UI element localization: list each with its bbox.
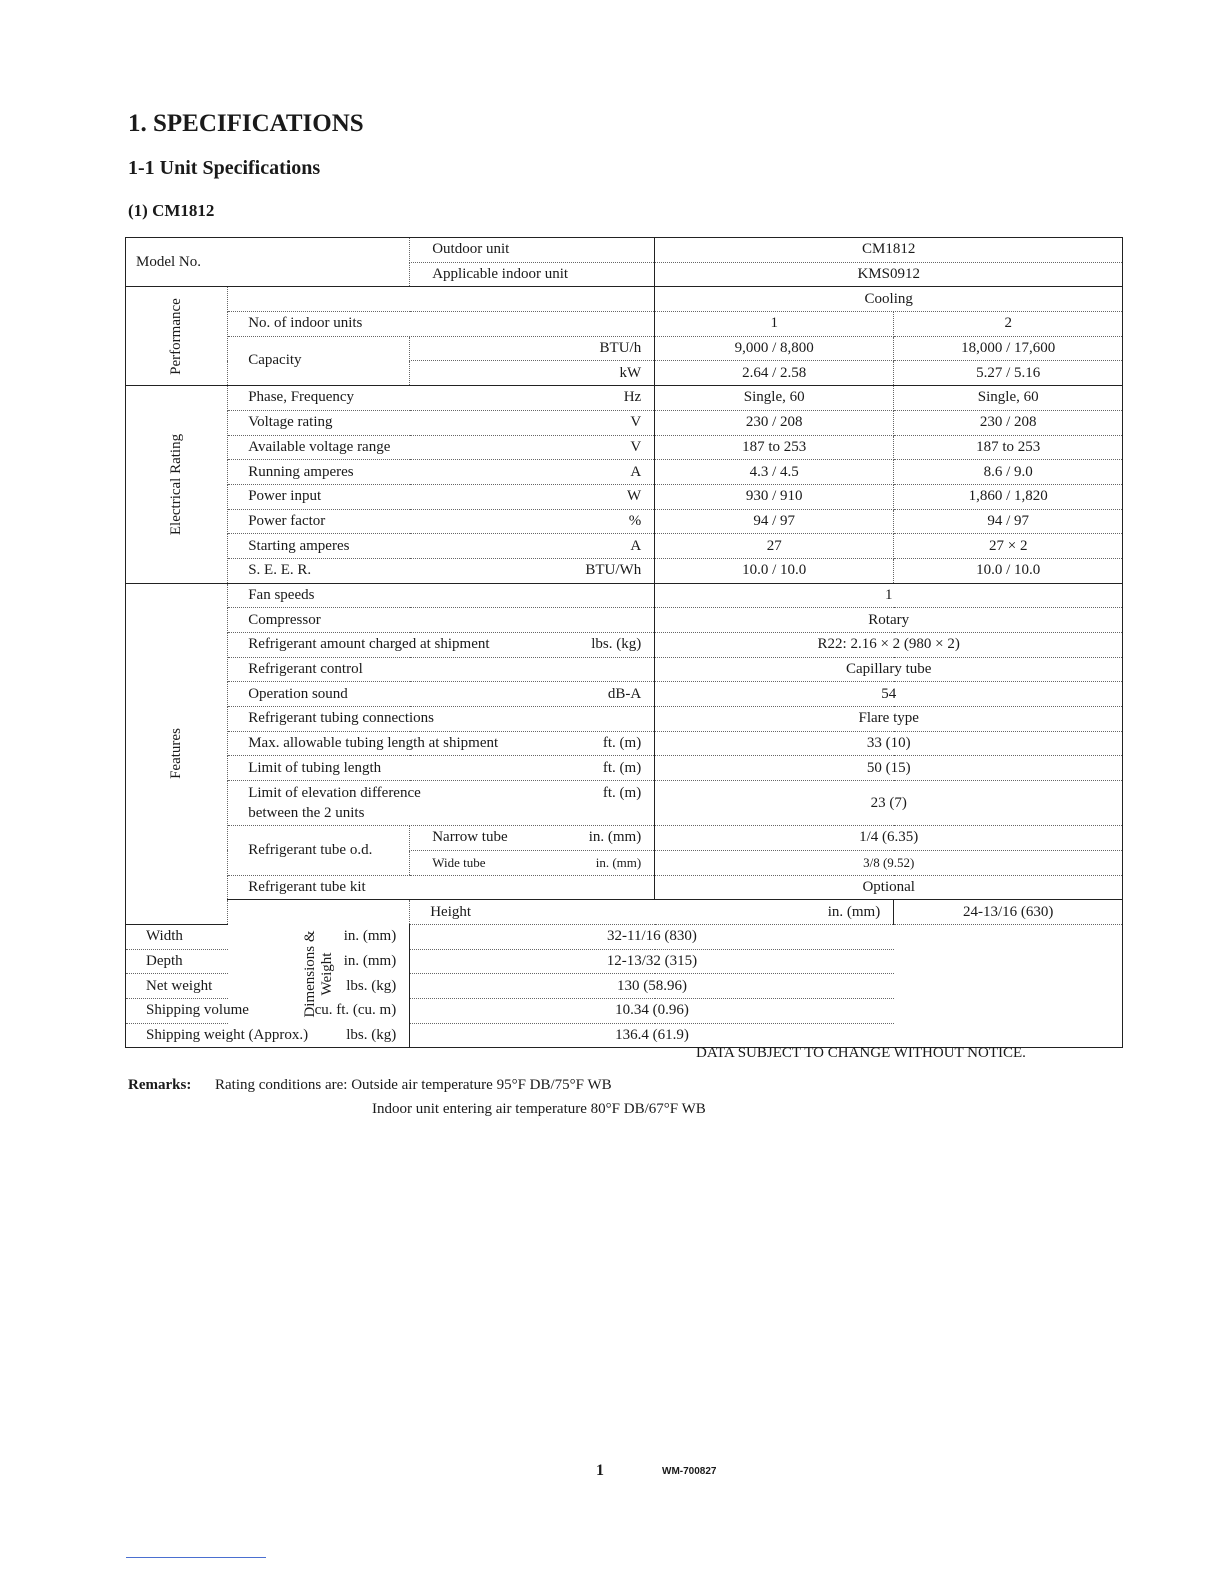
model-label: Model No. <box>126 238 410 287</box>
dimension-label: Depth in. (mm) <box>126 949 410 974</box>
electrical-unit: A <box>630 463 642 480</box>
dimension-label: Height in. (mm) <box>410 900 894 925</box>
dimension-label: Width in. (mm) <box>126 924 410 949</box>
electrical-v1: 10.0 / 10.0 <box>655 558 894 583</box>
spec-table <box>125 237 1123 1048</box>
electrical-row <box>126 509 1123 534</box>
narrow-tube-value: 1/4 (6.35) <box>655 826 1123 851</box>
narrow-tube-unit: in. (mm) <box>588 829 642 846</box>
feature-row <box>126 756 1123 781</box>
electrical-v2: 230 / 208 <box>894 410 1123 435</box>
feature-unit: lbs. (kg) <box>591 636 642 653</box>
feature-unit: ft. (m) <box>602 759 642 776</box>
electrical-label: V Available voltage range <box>228 435 655 460</box>
feature-row <box>126 731 1123 756</box>
feature-value: Rotary <box>655 608 1123 633</box>
page-number: 1 <box>596 1462 604 1479</box>
remarks-label: Remarks: <box>128 1077 192 1093</box>
feature-value: Capillary tube <box>655 657 1123 682</box>
section-heading: 1-1 Unit Specifications <box>128 157 321 179</box>
dimension-label: Net weight lbs. (kg) <box>126 974 410 999</box>
dimension-unit: in. (mm) <box>343 928 397 945</box>
dimension-value: 24-13/16 (630) <box>894 900 1123 925</box>
electrical-unit: A <box>630 537 642 554</box>
electrical-v2: Single, 60 <box>894 386 1123 411</box>
electrical-row <box>126 534 1123 559</box>
electrical-unit: V <box>630 438 642 455</box>
capacity-kw-unit: kW <box>410 361 655 386</box>
electrical-unit: % <box>628 512 642 529</box>
group-electrical: Electrical Rating <box>126 386 228 584</box>
change-notice: DATA SUBJECT TO CHANGE WITHOUT NOTICE. <box>696 1045 1026 1061</box>
footer-rule <box>126 1557 266 1558</box>
electrical-label: Hz Phase, Frequency <box>228 386 655 411</box>
feature-label: Operation sound dB-A <box>228 682 655 707</box>
document-number: WM-700827 <box>662 1466 717 1477</box>
elevation-unit: ft. (m) <box>602 785 642 802</box>
capacity-btu-v1: 9,000 / 8,800 <box>655 336 894 361</box>
feature-value: 33 (10) <box>655 731 1123 756</box>
dimension-value: 32-11/16 (830) <box>410 924 894 949</box>
electrical-row <box>126 484 1123 509</box>
electrical-unit: Hz <box>623 389 642 406</box>
tube-kit-value: Optional <box>655 875 1123 900</box>
dimension-row <box>126 900 1123 925</box>
elevation-value: 23 (7) <box>655 781 1123 826</box>
feature-value: 1 <box>655 583 1123 608</box>
elevation-label-line1: Limit of elevation difference <box>248 785 421 802</box>
elevation-row <box>126 781 1123 826</box>
feature-value: Flare type <box>655 707 1123 732</box>
feature-row <box>126 682 1123 707</box>
feature-value: 54 <box>655 682 1123 707</box>
electrical-label: % Power factor <box>228 509 655 534</box>
electrical-v1: 4.3 / 4.5 <box>655 460 894 485</box>
tube-od-label: Refrigerant tube o.d. <box>228 826 410 875</box>
electrical-v1: 94 / 97 <box>655 509 894 534</box>
indoor-units-v2: 2 <box>894 312 1123 337</box>
dimension-row <box>126 924 1123 949</box>
outdoor-unit-label: Outdoor unit <box>410 238 655 263</box>
narrow-tube-label: Narrow tube in. (mm) <box>410 826 655 851</box>
dimension-value: 12-13/32 (315) <box>410 949 894 974</box>
electrical-row <box>126 558 1123 583</box>
group-dimensions: Dimensions & Weight <box>228 900 410 1048</box>
capacity-btu-row <box>126 336 1123 361</box>
electrical-v1: 930 / 910 <box>655 484 894 509</box>
dimension-unit: in. (mm) <box>827 903 881 920</box>
electrical-row <box>126 386 1123 411</box>
feature-row <box>126 608 1123 633</box>
feature-row <box>126 657 1123 682</box>
electrical-v1: 187 to 253 <box>655 435 894 460</box>
electrical-label: A Starting amperes <box>228 534 655 559</box>
dimension-unit: lbs. (kg) <box>346 1026 397 1043</box>
indoor-units-row <box>126 312 1123 337</box>
feature-value: 50 (15) <box>655 756 1123 781</box>
electrical-v1: 27 <box>655 534 894 559</box>
capacity-kw-v1: 2.64 / 2.58 <box>655 361 894 386</box>
narrow-tube-row <box>126 826 1123 851</box>
electrical-v2: 8.6 / 9.0 <box>894 460 1123 485</box>
wide-tube-unit: in. (mm) <box>595 854 642 870</box>
electrical-unit: BTU/Wh <box>585 562 642 579</box>
tube-kit-label: Refrigerant tube kit <box>228 875 655 900</box>
tube-kit-row <box>126 875 1123 900</box>
dimension-unit: lbs. (kg) <box>346 977 397 994</box>
electrical-v2: 94 / 97 <box>894 509 1123 534</box>
dimension-label: Shipping volume cu. ft. (cu. m) <box>126 998 410 1023</box>
electrical-v1: 230 / 208 <box>655 410 894 435</box>
elevation-label-line2: between the 2 units <box>248 805 365 822</box>
capacity-label: Capacity <box>228 336 410 385</box>
wide-tube-label: Wide tube in. (mm) <box>410 850 655 875</box>
indoor-unit-value: KMS0912 <box>655 262 1123 287</box>
group-features: Features <box>126 583 228 924</box>
dimension-row <box>126 998 1123 1023</box>
model-row-outdoor <box>126 238 1123 263</box>
electrical-row <box>126 435 1123 460</box>
capacity-btu-unit: BTU/h <box>410 336 655 361</box>
feature-label: Refrigerant control <box>228 657 655 682</box>
feature-label: Refrigerant tubing connections <box>228 707 655 732</box>
dimension-label: Shipping weight (Approx.) lbs. (kg) <box>126 1023 410 1048</box>
remarks-line-1: Rating conditions are: Outside air temperature 95°F DB/75°F WB <box>215 1077 612 1093</box>
electrical-label: BTU/Wh S. E. E. R. <box>228 558 655 583</box>
model-heading: (1) CM1812 <box>128 201 215 220</box>
electrical-v2: 10.0 / 10.0 <box>894 558 1123 583</box>
feature-row <box>126 707 1123 732</box>
performance-mode-spacer <box>228 287 655 312</box>
feature-label: Refrigerant amount charged at shipment lbs. (kg) <box>228 633 655 658</box>
dimension-value: 136.4 (61.9) <box>615 1026 689 1043</box>
feature-label: Max. allowable tubing length at shipment ft. (m) <box>228 731 655 756</box>
feature-row <box>126 633 1123 658</box>
capacity-kw-v2: 5.27 / 5.16 <box>894 361 1123 386</box>
remarks-line-2: Indoor unit entering air temperature 80°F DB/67°F WB <box>372 1101 706 1117</box>
electrical-unit: W <box>627 488 642 505</box>
group-performance: Performance <box>126 287 228 386</box>
dimension-value: 10.34 (0.96) <box>410 998 894 1023</box>
electrical-v2: 27 × 2 <box>894 534 1123 559</box>
dimension-unit: in. (mm) <box>343 952 397 969</box>
electrical-v2: 1,860 / 1,820 <box>894 484 1123 509</box>
indoor-unit-label: Applicable indoor unit <box>410 262 655 287</box>
performance-mode-row <box>126 287 1123 312</box>
electrical-label: V Voltage rating <box>228 410 655 435</box>
electrical-unit: V <box>630 414 642 431</box>
electrical-row <box>126 460 1123 485</box>
feature-label: Fan speeds <box>228 583 655 608</box>
electrical-label: W Power input <box>228 484 655 509</box>
feature-label: Limit of tubing length ft. (m) <box>228 756 655 781</box>
indoor-units-v1: 1 <box>655 312 894 337</box>
dimension-unit: cu. ft. (cu. m) <box>314 1002 397 1019</box>
feature-value: R22: 2.16 × 2 (980 × 2) <box>655 633 1123 658</box>
feature-label: Compressor <box>228 608 655 633</box>
capacity-btu-v2: 18,000 / 17,600 <box>894 336 1123 361</box>
indoor-units-label: No. of indoor units <box>228 312 655 337</box>
outdoor-unit-value: CM1812 <box>655 238 1123 263</box>
elevation-label <box>228 781 655 826</box>
performance-mode: Cooling <box>655 287 1123 312</box>
electrical-v2: 187 to 253 <box>894 435 1123 460</box>
page-heading: 1. SPECIFICATIONS <box>128 110 364 137</box>
feature-unit: dB-A <box>607 685 642 702</box>
electrical-v1: Single, 60 <box>655 386 894 411</box>
electrical-row <box>126 410 1123 435</box>
electrical-label: A Running amperes <box>228 460 655 485</box>
feature-unit: ft. (m) <box>602 735 642 752</box>
wide-tube-value: 3/8 (9.52) <box>655 850 1123 875</box>
dimension-value: 130 (58.96) <box>410 974 894 999</box>
feature-row <box>126 583 1123 608</box>
